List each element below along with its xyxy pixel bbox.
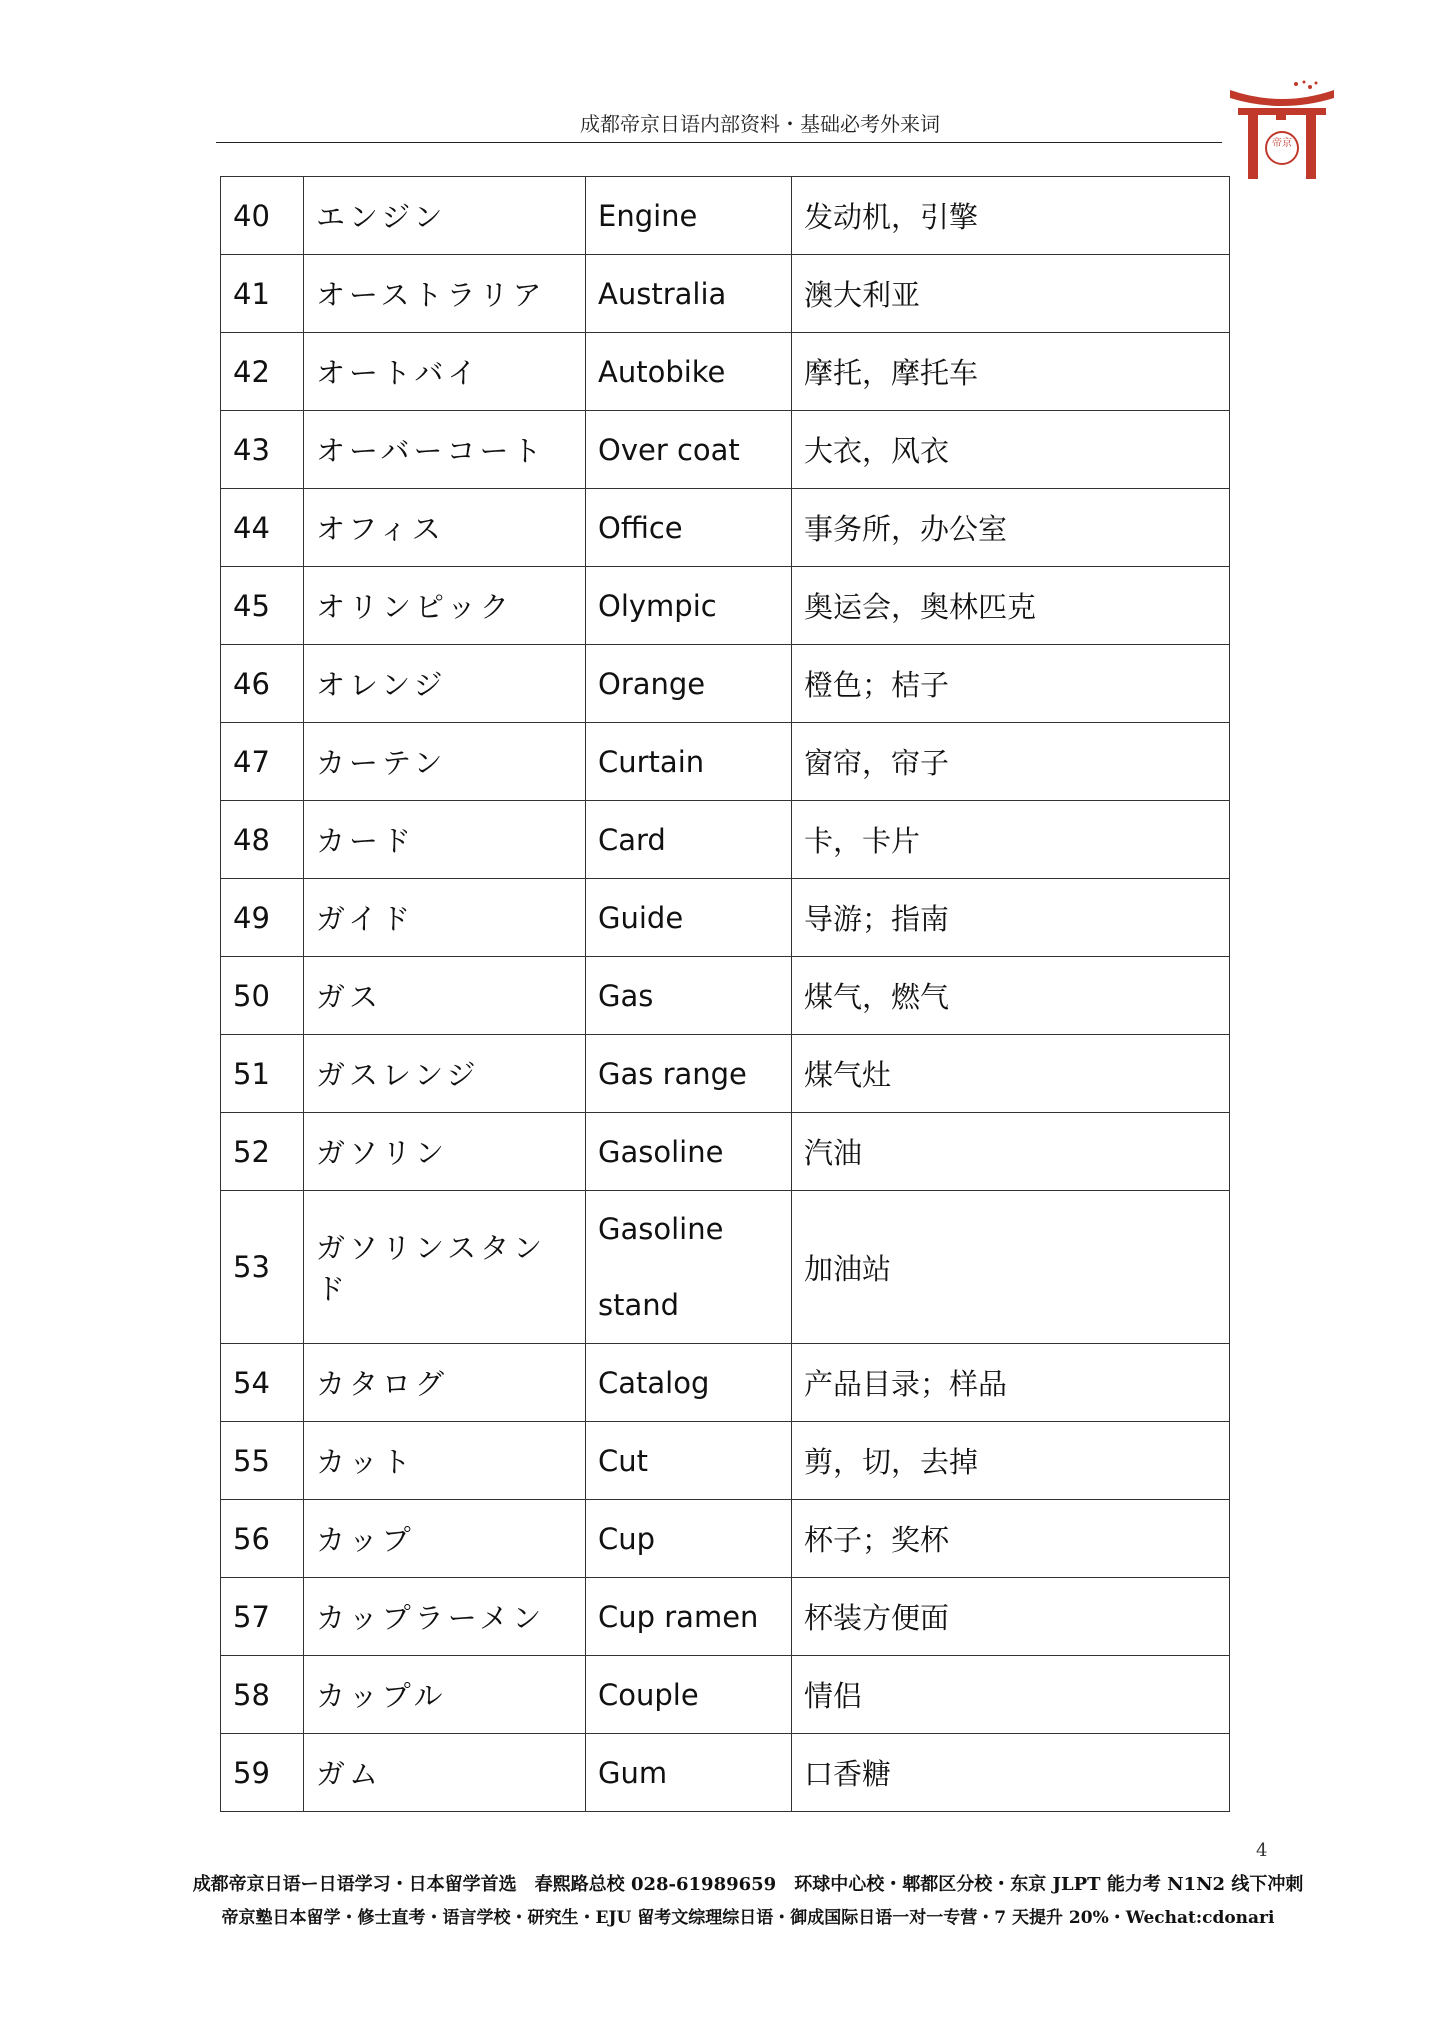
katakana-word: ガソリン <box>304 1113 586 1191</box>
table-row <box>221 645 1230 723</box>
chinese-meaning: 窗帘，帘子 <box>792 723 1230 801</box>
footer-line-2: 帝京塾日本留学・修士直考・语言学校・研究生・EJU 留考文综理综日语・御成国际日语一对一专营・7 天提升 20%・Wechat:cdonari <box>221 1908 1275 1928</box>
page-header-title: 成都帝京日语内部资料・基础必考外来词 <box>580 112 940 136</box>
katakana-word: カップラーメン <box>304 1578 586 1656</box>
table-row <box>221 1191 1230 1344</box>
chinese-meaning: 煤气灶 <box>792 1035 1230 1113</box>
table-row <box>221 1035 1230 1113</box>
english-word: Australia <box>586 255 792 333</box>
chinese-meaning: 汽油 <box>792 1113 1230 1191</box>
katakana-word: オーストラリア <box>304 255 586 333</box>
english-word: Olympic <box>586 567 792 645</box>
page-number: 4 <box>1256 1840 1268 1861</box>
katakana-word: カット <box>304 1422 586 1500</box>
katakana-word: カード <box>304 801 586 879</box>
chinese-meaning: 口香糖 <box>792 1734 1230 1812</box>
row-number: 48 <box>221 801 304 879</box>
row-number: 43 <box>221 411 304 489</box>
torii-logo-icon <box>1224 78 1340 182</box>
chinese-meaning: 奥运会，奥林匹克 <box>792 567 1230 645</box>
table-row <box>221 1734 1230 1812</box>
row-number: 57 <box>221 1578 304 1656</box>
row-number: 50 <box>221 957 304 1035</box>
english-word: Office <box>586 489 792 567</box>
english-word: Couple <box>586 1656 792 1734</box>
row-number: 53 <box>221 1191 304 1344</box>
logo-text: 帝京 <box>1272 138 1292 149</box>
chinese-meaning: 橙色；桔子 <box>792 645 1230 723</box>
table-row <box>221 411 1230 489</box>
english-word: Orange <box>586 645 792 723</box>
row-number: 55 <box>221 1422 304 1500</box>
chinese-meaning: 导游；指南 <box>792 879 1230 957</box>
katakana-word: カップ <box>304 1500 586 1578</box>
table-row <box>221 333 1230 411</box>
header-divider <box>216 142 1222 143</box>
english-word <box>586 1191 792 1344</box>
row-number: 56 <box>221 1500 304 1578</box>
english-word: Gas <box>586 957 792 1035</box>
chinese-meaning: 剪，切，去掉 <box>792 1422 1230 1500</box>
english-word: Gum <box>586 1734 792 1812</box>
katakana-word: オートバイ <box>304 333 586 411</box>
katakana-word: オレンジ <box>304 645 586 723</box>
chinese-meaning: 煤气，燃气 <box>792 957 1230 1035</box>
row-number: 44 <box>221 489 304 567</box>
english-word-line: Gasoline <box>598 1212 724 1246</box>
table-row <box>221 1113 1230 1191</box>
row-number: 59 <box>221 1734 304 1812</box>
row-number: 52 <box>221 1113 304 1191</box>
table-row <box>221 723 1230 801</box>
chinese-meaning: 事务所，办公室 <box>792 489 1230 567</box>
chinese-meaning: 杯装方便面 <box>792 1578 1230 1656</box>
table-row <box>221 1656 1230 1734</box>
katakana-word: ガム <box>304 1734 586 1812</box>
table-row <box>221 567 1230 645</box>
katakana-word: カップル <box>304 1656 586 1734</box>
english-word: Cut <box>586 1422 792 1500</box>
row-number: 54 <box>221 1344 304 1422</box>
katakana-word: オーバーコート <box>304 411 586 489</box>
katakana-word: カーテン <box>304 723 586 801</box>
table-row <box>221 1344 1230 1422</box>
row-number: 51 <box>221 1035 304 1113</box>
katakana-word: オリンピック <box>304 567 586 645</box>
table-row <box>221 177 1230 255</box>
row-number: 45 <box>221 567 304 645</box>
english-word-line: stand <box>598 1288 680 1322</box>
english-word: Over coat <box>586 411 792 489</box>
english-word: Engine <box>586 177 792 255</box>
table-row <box>221 879 1230 957</box>
english-word: Cup <box>586 1500 792 1578</box>
english-word: Curtain <box>586 723 792 801</box>
chinese-meaning: 情侣 <box>792 1656 1230 1734</box>
english-word: Autobike <box>586 333 792 411</box>
row-number: 46 <box>221 645 304 723</box>
chinese-meaning: 产品目录；样品 <box>792 1344 1230 1422</box>
table-row <box>221 1578 1230 1656</box>
row-number: 40 <box>221 177 304 255</box>
english-word: Guide <box>586 879 792 957</box>
chinese-meaning: 发动机，引擎 <box>792 177 1230 255</box>
footer-line-1: 成都帝京日语ー日语学习・日本留学首选 春熙路总校 028-61989659 环球中心校・郫都区分校・东京 JLPT 能力考 N1N2 线下冲刺 <box>192 1874 1304 1895</box>
table-row <box>221 255 1230 333</box>
katakana-word: カタログ <box>304 1344 586 1422</box>
chinese-meaning: 加油站 <box>792 1191 1230 1344</box>
katakana-word: ガソリンスタンド <box>304 1191 586 1344</box>
chinese-meaning: 卡，卡片 <box>792 801 1230 879</box>
row-number: 58 <box>221 1656 304 1734</box>
table-row <box>221 1500 1230 1578</box>
table-row <box>221 957 1230 1035</box>
table-row <box>221 801 1230 879</box>
katakana-word: エンジン <box>304 177 586 255</box>
row-number: 42 <box>221 333 304 411</box>
katakana-word: ガイド <box>304 879 586 957</box>
chinese-meaning: 大衣，风衣 <box>792 411 1230 489</box>
chinese-meaning: 澳大利亚 <box>792 255 1230 333</box>
english-word: Cup ramen <box>586 1578 792 1656</box>
chinese-meaning: 摩托，摩托车 <box>792 333 1230 411</box>
table-row <box>221 489 1230 567</box>
row-number: 41 <box>221 255 304 333</box>
katakana-word: オフィス <box>304 489 586 567</box>
english-word: Catalog <box>586 1344 792 1422</box>
katakana-word: ガス <box>304 957 586 1035</box>
katakana-word: ガスレンジ <box>304 1035 586 1113</box>
table-row <box>221 1422 1230 1500</box>
row-number: 49 <box>221 879 304 957</box>
row-number: 47 <box>221 723 304 801</box>
chinese-meaning: 杯子；奖杯 <box>792 1500 1230 1578</box>
english-word: Gasoline <box>586 1113 792 1191</box>
english-word: Gas range <box>586 1035 792 1113</box>
english-word: Card <box>586 801 792 879</box>
vocabulary-table <box>220 176 1230 1812</box>
